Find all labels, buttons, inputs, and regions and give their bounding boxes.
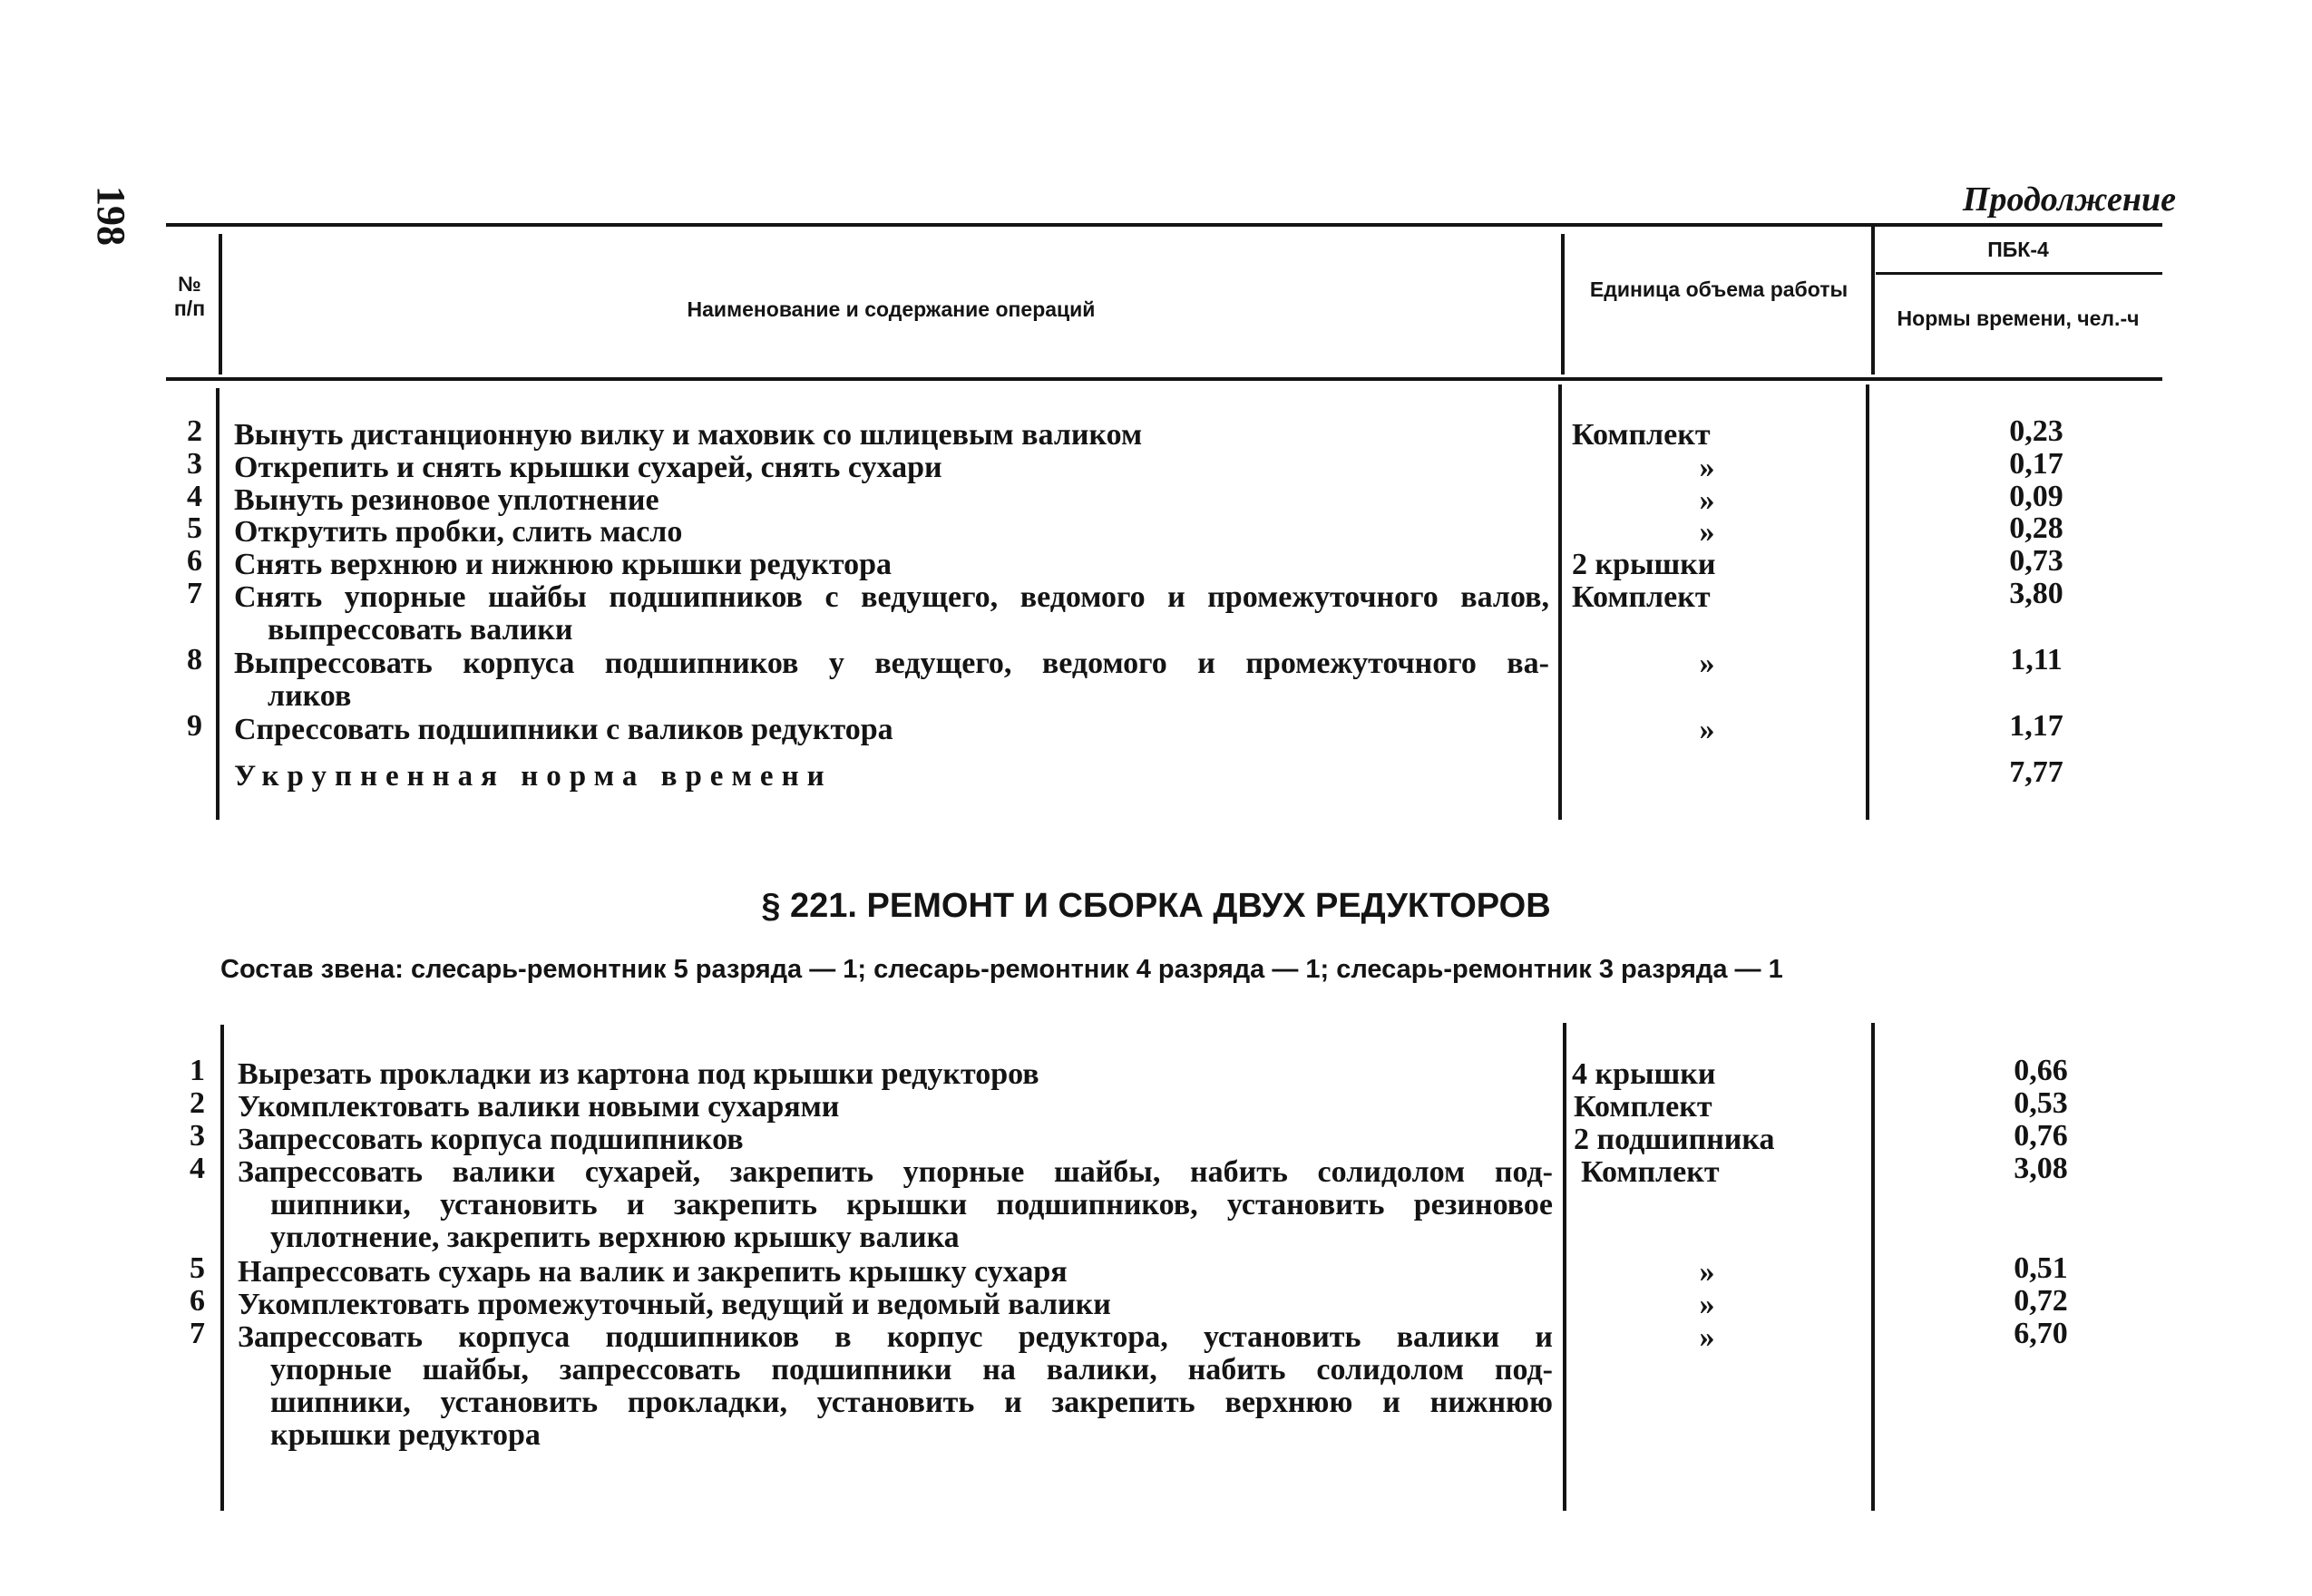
- norm-value: 0,51: [2014, 1251, 2068, 1285]
- body2-divider-3: [1871, 1023, 1875, 1511]
- ditto-mark: »: [1699, 515, 1715, 549]
- norm-value: 0,73: [2009, 544, 2063, 578]
- norm-value: 0,09: [2009, 480, 2063, 513]
- norm-value: 0,53: [2014, 1086, 2068, 1120]
- header-num: № п/п: [173, 272, 206, 320]
- norm-value: 1,11: [2010, 643, 2063, 676]
- row-number: 7: [190, 1317, 205, 1350]
- page-number: 198: [89, 186, 133, 246]
- unit-value: Комплект: [1581, 1155, 1720, 1189]
- header-unit: Единица объема работы: [1589, 277, 1849, 301]
- body1-divider-3: [1866, 384, 1869, 820]
- body1-divider-1: [216, 388, 219, 820]
- header-divider-3: [1871, 225, 1875, 375]
- body1-divider-2: [1558, 384, 1562, 820]
- row-number: 2: [190, 1086, 205, 1120]
- operation-text-continued: уплотнение, закрепить верхнюю крышку валика: [270, 1221, 960, 1254]
- header-group: ПБК-4: [1987, 238, 2049, 261]
- operation-text: Запрессовать корпуса подшипников: [238, 1123, 744, 1156]
- header-operation: Наименование и содержание операций: [687, 297, 1096, 321]
- norm-value: 3,08: [2014, 1152, 2068, 1185]
- operation-text: Напрессовать сухарь на валик и закрепить крышку сухаря: [238, 1255, 1068, 1289]
- ditto-mark: »: [1699, 713, 1715, 746]
- norm-value: 0,66: [2014, 1054, 2068, 1087]
- ditto-mark: »: [1699, 1255, 1715, 1289]
- operation-text: Вынуть дистанционную вилку и маховик со шлицевым валиком: [234, 418, 1143, 452]
- operation-text: Спрессовать подшипники с валиков редуктора: [234, 713, 893, 746]
- unit-value: Комплект: [1572, 418, 1711, 452]
- ditto-mark: »: [1699, 1320, 1715, 1354]
- operation-text: Запрессовать валики сухарей, закрепить упорные шайбы, набить солидолом под-: [238, 1155, 1553, 1189]
- norm-value: 1,17: [2009, 709, 2063, 743]
- body2-divider-2: [1563, 1023, 1566, 1511]
- header-divider-1: [219, 234, 222, 375]
- row-number: 1: [190, 1054, 205, 1087]
- operation-text: Снять верхнюю и нижнюю крышки редуктора: [234, 548, 893, 581]
- operation-text: Выпрессовать корпуса подшипников у ведущего, ведомого и промежуточного ва-: [234, 647, 1549, 680]
- group-subrule: [1876, 272, 2162, 275]
- ditto-mark: »: [1699, 483, 1715, 517]
- row-number: 8: [187, 643, 202, 676]
- row-number: 4: [187, 480, 202, 513]
- unit-value: Комплект: [1572, 580, 1711, 614]
- row-number: 3: [187, 447, 202, 481]
- body2-divider-1: [220, 1025, 224, 1511]
- ditto-mark: »: [1699, 451, 1715, 484]
- norm-value: 0,28: [2009, 511, 2063, 545]
- unit-value: 2 подшипника: [1574, 1123, 1775, 1156]
- operation-text: Вырезать прокладки из картона под крышки редукторов: [238, 1057, 1039, 1091]
- row-number: 6: [190, 1284, 205, 1318]
- operation-text: Укомплектовать промежуточный, ведущий и ведомый валики: [238, 1288, 1111, 1321]
- row-number: 5: [187, 511, 202, 545]
- operation-text: Открутить пробки, слить масло: [234, 515, 683, 549]
- norm-value: 0,72: [2014, 1284, 2068, 1318]
- row-number: 4: [190, 1152, 205, 1185]
- operation-text-continued: крышки редуктора: [270, 1418, 541, 1452]
- row-number: 7: [187, 577, 202, 610]
- crew-composition: Состав звена: слесарь-ремонтник 5 разряда — 1; слесарь-ремонтник 4 разряда — 1; слесарь-ремонтник 3 разряда — 1: [220, 955, 1783, 984]
- norm-value: 3,80: [2009, 577, 2063, 610]
- operation-text-continued: шипники, установить и закрепить крышки подшипников, установить резиновое: [270, 1188, 1553, 1221]
- operation-text-continued: упорные шайбы, запрессовать подшипники на валики, набить солидолом под-: [270, 1353, 1553, 1387]
- norm-value: 0,23: [2009, 414, 2063, 448]
- operation-text-continued: шипники, установить прокладки, установить и закрепить верхнюю и нижнюю: [270, 1386, 1553, 1419]
- total-label: Укрупненная норма времени: [234, 760, 833, 793]
- unit-value: 4 крышки: [1572, 1057, 1716, 1091]
- operation-text: Вынуть резиновое уплотнение: [234, 483, 659, 517]
- operation-text: Запрессовать корпуса подшипников в корпус редуктора, установить валики и: [238, 1320, 1553, 1354]
- unit-value: Комплект: [1574, 1090, 1712, 1124]
- operation-text: Укомплектовать валики новыми сухарями: [238, 1090, 840, 1124]
- row-number: 6: [187, 544, 202, 578]
- header-norm: Нормы времени, чел.-ч: [1897, 307, 2140, 330]
- operation-text: Открепить и снять крышки сухарей, снять сухари: [234, 451, 942, 484]
- row-number: 5: [190, 1251, 205, 1285]
- operation-text-continued: выпрессовать валики: [268, 613, 573, 647]
- norm-value: 0,17: [2009, 447, 2063, 481]
- norm-value: 0,76: [2014, 1119, 2068, 1153]
- ditto-mark: »: [1699, 1288, 1715, 1321]
- section-title: § 221. РЕМОНТ И СБОРКА ДВУХ РЕДУКТОРОВ: [761, 887, 1551, 925]
- operation-text-continued: ликов: [268, 679, 352, 713]
- total-value: 7,77: [2009, 755, 2063, 789]
- unit-value: 2 крышки: [1572, 548, 1716, 581]
- norm-value: 6,70: [2014, 1317, 2068, 1350]
- operation-text: Снять упорные шайбы подшипников с ведущего, ведомого и промежуточного валов,: [234, 580, 1549, 614]
- row-number: 2: [187, 414, 202, 448]
- header-divider-2: [1561, 234, 1565, 375]
- table-top-rule: [166, 223, 2162, 227]
- row-number: 9: [187, 709, 202, 743]
- ditto-mark: »: [1699, 647, 1715, 680]
- header-bottom-rule: [166, 377, 2162, 381]
- continuation-label: Продолжение: [1962, 180, 2176, 219]
- row-number: 3: [190, 1119, 205, 1153]
